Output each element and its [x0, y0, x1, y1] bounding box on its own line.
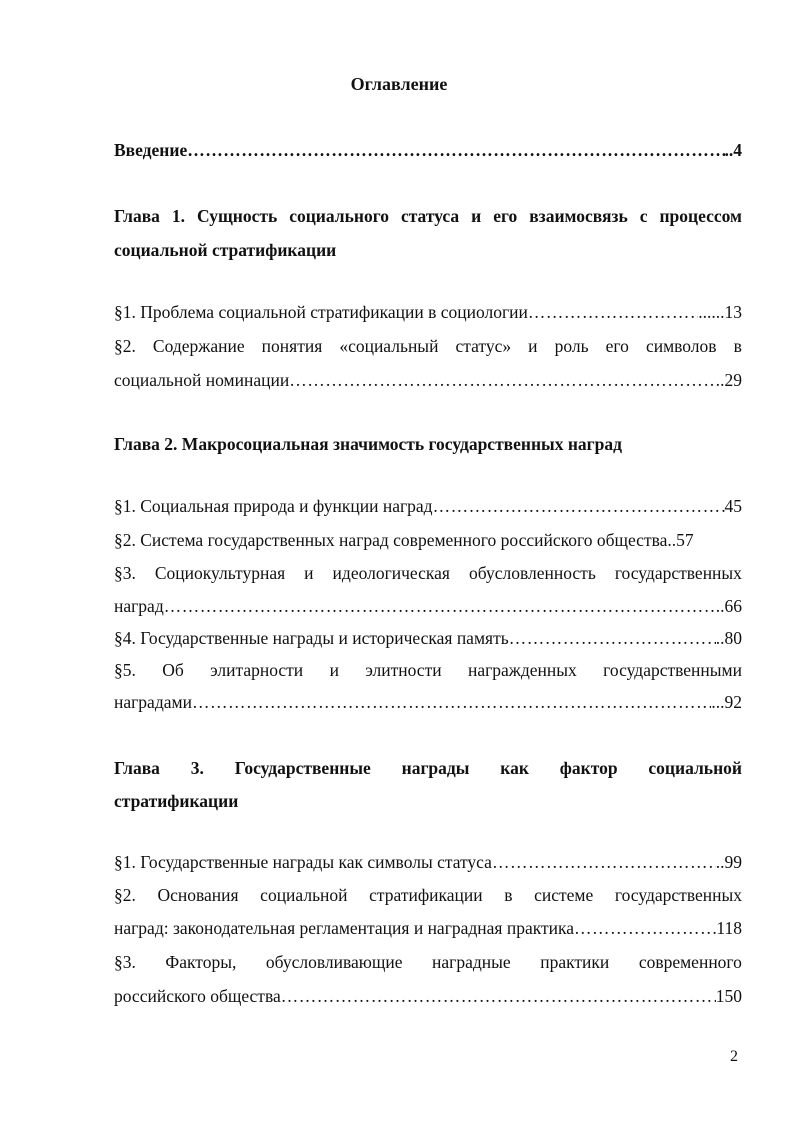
- entry-page: ..57: [667, 530, 694, 550]
- word: Факторы,: [165, 952, 237, 972]
- word: понятия: [261, 336, 323, 356]
- toc-entry-3-3-line-2[interactable]: [114, 984, 742, 1008]
- word: государственных: [614, 885, 742, 905]
- word: и: [304, 563, 314, 583]
- word: роль: [554, 336, 589, 356]
- entry-text: §4. Государственные награды и историческая память: [114, 628, 509, 648]
- word: статуса: [400, 206, 460, 226]
- toc-entry-2-1[interactable]: [114, 494, 742, 518]
- toc-entry-2-3-line-2[interactable]: [114, 594, 742, 618]
- word: его: [493, 206, 518, 226]
- entry-page: 150: [715, 986, 742, 1006]
- toc-entry-3-3-line-1[interactable]: [114, 950, 742, 974]
- word: обусловливающие: [265, 952, 403, 972]
- word: §3.: [114, 952, 136, 972]
- dot-leader: [289, 368, 720, 392]
- dot-leader: [281, 984, 716, 1008]
- word: государственными: [603, 660, 742, 680]
- toc-entry-2-4[interactable]: [114, 626, 742, 650]
- word: Основания: [157, 885, 239, 905]
- entry-text: социальной номинации: [114, 370, 290, 390]
- dot-leader: [433, 494, 725, 518]
- word: Социокультурная: [154, 563, 286, 583]
- entry-text: §1. Социальная природа и функции наград: [114, 496, 433, 516]
- word: §5.: [114, 660, 136, 680]
- toc-entry-2-3-line-1[interactable]: [114, 561, 742, 585]
- page-number: 2: [730, 1048, 738, 1065]
- word: Сущность: [197, 206, 278, 226]
- word: и: [528, 336, 538, 356]
- word: фактор: [559, 758, 618, 778]
- entry-text: §1. Государственные награды как символы статуса: [114, 852, 492, 872]
- entry-text: §2. Система государственных наград современного российского общества: [114, 530, 668, 550]
- word: социальной: [260, 885, 348, 905]
- entry-page: .29: [720, 370, 742, 390]
- word: в: [733, 336, 742, 356]
- chapter-1-heading-line-2: социальной стратификации: [114, 240, 337, 260]
- word: в: [504, 885, 513, 905]
- toc-entry-3-2-line-1[interactable]: [114, 883, 742, 907]
- word: обусловленность: [468, 563, 596, 583]
- word: награды: [401, 758, 470, 778]
- toc-title: Оглавление: [350, 74, 448, 94]
- word: 1.: [171, 206, 186, 226]
- dot-leader: [192, 690, 711, 714]
- entry-page: ..4: [724, 140, 742, 160]
- dot-leader: [528, 300, 698, 324]
- toc-entry-2-5-line-2[interactable]: [114, 690, 742, 714]
- word: §2.: [114, 885, 136, 905]
- entry-page: ..66: [715, 596, 742, 616]
- word: символов: [645, 336, 717, 356]
- word: §3.: [114, 563, 136, 583]
- word: идеологическая: [332, 563, 450, 583]
- toc-entry-1-1[interactable]: [114, 300, 742, 324]
- dot-leader: [164, 594, 716, 618]
- word: награжденных: [467, 660, 577, 680]
- entry-text: наград: [114, 596, 164, 616]
- dot-leader: [187, 138, 724, 162]
- toc-entry-1-2-line-2[interactable]: [114, 368, 742, 392]
- entry-text: Введение: [114, 140, 188, 160]
- word: и: [329, 660, 339, 680]
- dot-leader: [574, 916, 716, 940]
- word: с: [639, 206, 648, 226]
- word: Об: [162, 660, 184, 680]
- word: системе: [534, 885, 594, 905]
- word: Глава: [114, 758, 160, 778]
- word: социальной: [648, 758, 742, 778]
- word: элитарности: [210, 660, 304, 680]
- chapter-1-heading-line-1[interactable]: [114, 204, 742, 228]
- word: и: [471, 206, 482, 226]
- chapter-3-heading-line-2: стратификации: [114, 791, 239, 811]
- word: взаимосвязь: [529, 206, 628, 226]
- entry-text: российского общества: [114, 986, 281, 1006]
- word: его: [605, 336, 629, 356]
- word: статус»: [455, 336, 512, 356]
- word: Содержание: [152, 336, 245, 356]
- word: «социальный: [339, 336, 439, 356]
- word: §2.: [114, 336, 136, 356]
- entry-page: ......13: [698, 302, 742, 322]
- dot-leader: [492, 850, 716, 874]
- chapter-3-heading-line-1[interactable]: [114, 756, 742, 780]
- entry-page: 118: [716, 918, 742, 938]
- entry-page: ..99: [715, 852, 742, 872]
- entry-text: наград: законодательная регламентация и наградная практика: [114, 918, 575, 938]
- toc-entry-1-2-line-1[interactable]: [114, 334, 742, 358]
- word: наградные: [432, 952, 511, 972]
- word: государственных: [614, 563, 742, 583]
- entry-text: наградами: [114, 692, 192, 712]
- toc-entry-3-2-line-2[interactable]: [114, 916, 742, 940]
- toc-entry-introduction[interactable]: [114, 138, 742, 162]
- word: социального: [289, 206, 389, 226]
- word: современного: [638, 952, 742, 972]
- toc-entry-2-5-line-1[interactable]: [114, 658, 742, 682]
- dot-leader: [509, 626, 716, 650]
- word: стратификации: [369, 885, 483, 905]
- toc-entry-2-2[interactable]: [114, 528, 742, 552]
- entry-page: 45: [724, 496, 742, 516]
- word: как: [500, 758, 529, 778]
- toc-entry-3-1[interactable]: [114, 850, 742, 874]
- word: Государственные: [234, 758, 371, 778]
- word: практики: [540, 952, 610, 972]
- word: 3.: [190, 758, 204, 778]
- entry-page: ...92: [711, 692, 742, 712]
- word: процессом: [659, 206, 742, 226]
- entry-text: §1. Проблема социальной стратификации в социологии: [114, 302, 528, 322]
- word: элитности: [365, 660, 442, 680]
- entry-page: ..80: [715, 628, 742, 648]
- chapter-2-heading[interactable]: Глава 2. Макросоциальная значимость государственных наград: [114, 434, 622, 454]
- word: Глава: [114, 206, 160, 226]
